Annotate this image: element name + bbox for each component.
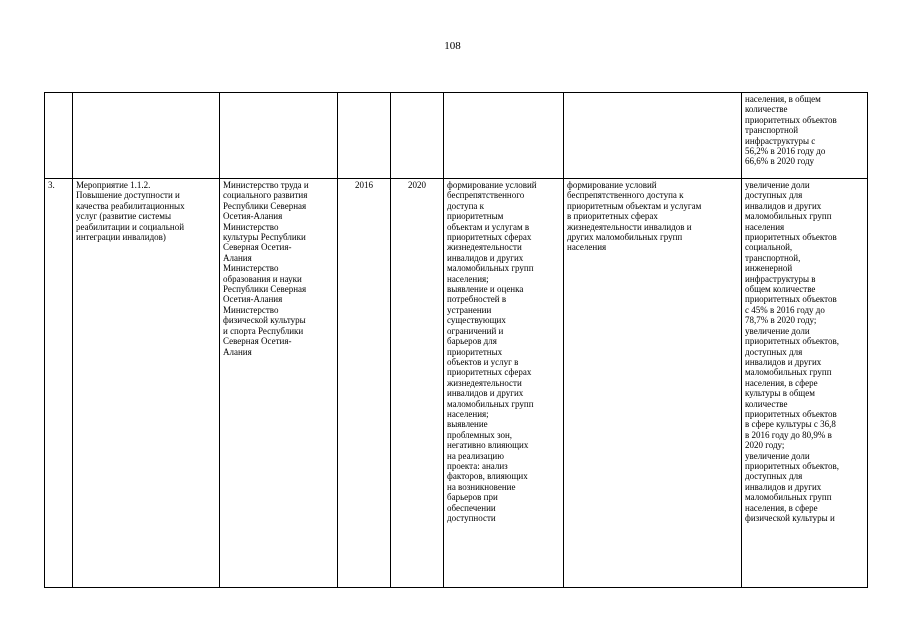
- start-year-cell: [338, 93, 391, 179]
- row-number-cell: 3.: [45, 179, 73, 588]
- end-year-cell: [391, 93, 444, 179]
- indicators-cell: увеличение доли доступных для инвалидов и других маломобильных групп населения приоритетных объектов социальной, транспортной, инженерной инфраструктуры в общем количестве приоритетных объектов с 45% в 2016 году до 78,7% в 2020 году; увеличение доли приоритетных объектов, доступных для инвалидов и других маломобильных групп населения, в сфере культуры в общем количестве приоритетных объектов в сфере культуры с 36,8 в 2016 году до 80,9% в 2020 году; увеличение доли приоритетных объектов, доступных для инвалидов и других маломобильных групп населения, в сфере физической культуры и: [742, 179, 868, 588]
- consequences-cell: [564, 93, 742, 179]
- expected-result-cell: [444, 93, 564, 179]
- program-table: [44, 92, 868, 588]
- event-cell: [73, 93, 220, 179]
- consequences-cell: формирование условий беспрепятственного доступа к приоритетным объектам и услугам в приоритетных сферах жизнедеятельности инвалидов и других маломобильных групп населения: [564, 179, 742, 588]
- table-row: [45, 93, 868, 179]
- start-year-cell: 2016: [338, 179, 391, 588]
- expected-result-cell: формирование условий беспрепятственного доступа к приоритетным объектам и услугам в приоритетных сферах жизнедеятельности инвалидов и других маломобильных групп населения; выявление и оценка потребностей в устранении существующих ограничений и барьеров для приоритетных объектов и услуг в приоритетных сферах жизнедеятельности инвалидов и других маломобильных групп населения; выявление проблемных зон, негативно влияющих на реализацию проекта: анализ факторов, влияющих на возникновение барьеров при обеспечении доступности: [444, 179, 564, 588]
- executors-cell: Министерство труда и социального развития Республики Северная Осетия-Алания Министерство культуры Республики Северная Осетия- Алания Министерство образования и науки Республики Северная Осетия-Алания Министерство физической культуры и спорта Республики Северная Осетия- Алания: [220, 179, 338, 588]
- table-row: [45, 179, 868, 588]
- indicators-cell: населения, в общем количестве приоритетных объектов транспортной инфраструктуры с 56,2% в 2016 году до 66,6% в 2020 году: [742, 93, 868, 179]
- event-cell: Мероприятие 1.1.2. Повышение доступности и качества реабилитационных услуг (развитие системы реабилитации и социальной интеграции инвалидов): [73, 179, 220, 588]
- executors-cell: [220, 93, 338, 179]
- page-number: 108: [444, 40, 461, 52]
- end-year-cell: 2020: [391, 179, 444, 588]
- row-number-cell: [45, 93, 73, 179]
